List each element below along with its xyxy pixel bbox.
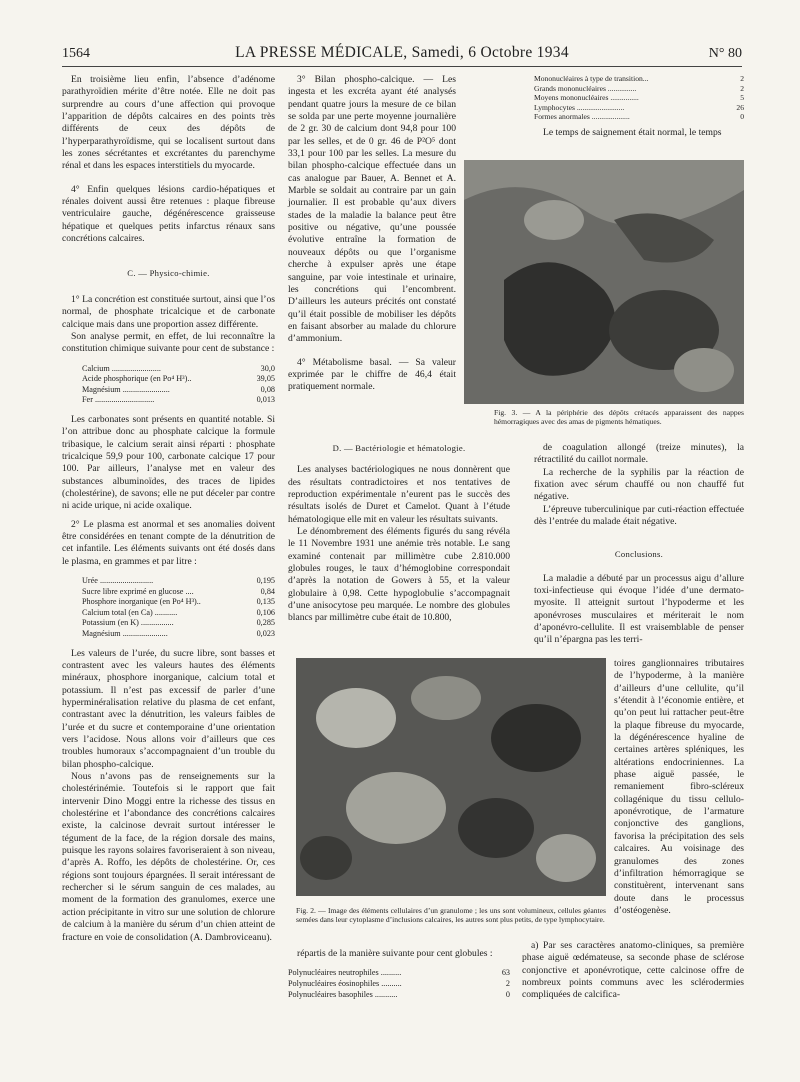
column-3-top bbox=[534, 74, 744, 139]
table-row bbox=[288, 979, 510, 990]
figure-3-caption: Fig. 3. — A la périphérie des dépôts crétacés apparaissent des nappes hémorragiques avec des amas de pigments hématiques. bbox=[494, 408, 744, 427]
paragraph: En troisième lieu enfin, l’absence d’adénome parathyroïdien mérite d’être notée. Elle ne doit pas surprendre au cours d’une affection qui provoque l’apparition de dépôts calcaires en des points très différents de ceux des dépôts de l’hyperparathyroïdisme, qui se localisent surtout dans les zones sécrétantes et excrétantes du parenchyme rénal et dans les espaces interstitiels du myocarde. bbox=[62, 74, 275, 172]
table-row bbox=[62, 374, 275, 385]
paragraph: Les analyses bactériologiques ne nous donnèrent que des résultats contradictoires et nos tentatives de reproduction expérimentale n’eurent pas le succès des résultats isolés de Duret et Camelot. Quant à l’étude hématologique elle mit en valeur les résultats suivants. bbox=[288, 464, 510, 525]
paragraph: toires ganglionnaires tributaires de l’hypoderme, à la manière d’ailleurs d’une cellulite, qu’il s’étendit à l’économie entière, et qu’on peut lui rattacher peut-être la plaque fibreuse du myocarde, la dégénérescence hyaline de certaines artères spléniques, les altérations endocriniennes. La phase aiguë passée, le remaniement fibro-scléreux collagénique du tissu cellulo-aponévrotique, de l’armature conjonctive des ganglions, favorisa la précipitation des sels calcaires. Au voisinage des granulomes des zones d’infiltration hémorragique se constituèrent, intervenant sans doute dans le processus d’ostéogenèse. bbox=[614, 658, 744, 916]
table-value: 30,0 bbox=[260, 363, 275, 373]
paragraph: La maladie a débuté par un processus aigu d’allure toxi-infectieuse qui évoque l’idée d’une dermato-myosite. Il atteignit surtout l’hypoderme et les aponévroses musculaires et mériterait le nom d’aponévro-cellulite. Il est vraisemblable de penser qu’il n’épargna pas les terri- bbox=[534, 572, 744, 646]
table-row bbox=[288, 990, 510, 1001]
issue-number: N° 80 bbox=[708, 46, 742, 61]
leukocyte-table bbox=[288, 968, 510, 1000]
page-header bbox=[62, 44, 742, 64]
table-value: 2 bbox=[505, 978, 510, 988]
table-value: 2 bbox=[740, 74, 744, 83]
paragraph: 2° Le plasma est anormal et ses anomalies doivent être considérées en tenant compte de la dénutrition de cet infantile. Les éléments suivants ont été dosés dans le plasma, en grammes et par litre : bbox=[62, 518, 275, 567]
paragraph: Les valeurs de l’urée, du sucre libre, sont basses et contrastent avec les valeurs hautes des éléments minéraux, phosphore inorganique, calcium total et potassium. Il n’est pas excessif de parler d’une hyperminéralisation relative du plasma de cet enfant, contrastant avec la dénutrition, les valeurs faibles de l’urée et du sucre et contemporaine d’une orientation vers l’acidose. Nous allons voir d’ailleurs que ces troubles humoraux s’accompagnaient d’un trouble du bilan phospho-calcique. bbox=[62, 647, 275, 770]
table-label: Urée .......................... bbox=[82, 576, 154, 586]
granuloma-illustration bbox=[296, 658, 606, 896]
paragraph: 1° La concrétion est constituée surtout, ainsi que l’os normal, de phosphate tricalcique et de carbonate calcique mais dans une proportion assez différente. bbox=[62, 293, 275, 330]
table-value: 39,05 bbox=[256, 374, 275, 384]
table-label: Magnésium ...................... bbox=[82, 629, 168, 638]
table-value: 0,135 bbox=[256, 597, 275, 607]
table-label: Calcium total (en Ca) ........... bbox=[82, 607, 178, 617]
figure-2-caption: Fig. 2. — Image des éléments cellulaires d’un granulome ; les uns sont volumineux, cellules géantes semées dans leur cytoplasme d’inclusions calcaires, les autres sont plus petits, de type lymphocytaire. bbox=[296, 906, 606, 925]
plasma-table bbox=[62, 576, 275, 640]
figure-2-image bbox=[296, 658, 606, 896]
table-value: 0,195 bbox=[256, 576, 275, 586]
table-row bbox=[62, 629, 275, 640]
paragraph: La recherche de la syphilis par la réaction de fixation avec sérum chauffé ou non chauffé fut négative. bbox=[534, 466, 744, 503]
paragraph: 3° Bilan phospho-calcique. — Les ingesta et les excréta ayant été analysés pendant quatre jours la mesure de ce bilan se solda par une perte moyenne journalière de 2 gr. 30 de calcium dont 94,8 pour 100 par les selles, et de 0 gr. 46 de P²O⁵ dont 33,1 pour 100 par les selles. La mesure du bilan phospho-calcique effectuée dans un cas analogue par Bauer, A. Bennet et A. Marble se soldait au contraire par un gain journalier. Il est probable qu’aux divers stades de la maladie la balance peut être positive ou négative, qu’une poussée évolutive entraîne la formation de nouveaux dépôts ou que l’organisme cherche à expulser après une étape sanguine, par voie intestinale et urinaire, les concrétions qui l’encombrent. D’ailleurs les auteurs précités ont constaté qu’il était possible de mobiliser les dépôts en faisant absorber au malade du chlorure d’ammonium. bbox=[288, 74, 456, 345]
table-row bbox=[534, 84, 744, 94]
journal-title: LA PRESSE MÉDICALE, Samedi, 6 Octobre 1934 bbox=[235, 44, 569, 61]
table-row bbox=[62, 364, 275, 375]
table-row bbox=[62, 576, 275, 587]
table-label: Magnésium ....................... bbox=[82, 384, 170, 394]
column-1 bbox=[62, 74, 275, 944]
table-value: 0 bbox=[740, 112, 744, 122]
paragraph: Le temps de saignement était normal, le temps bbox=[543, 126, 722, 138]
column-2-middle bbox=[288, 442, 510, 625]
column-3-narrow bbox=[614, 658, 744, 917]
table-label: Phosphore inorganique (en Po⁴ H³).. bbox=[82, 597, 201, 607]
column-3-bottom bbox=[522, 940, 744, 1002]
micrograph-illustration bbox=[464, 160, 744, 404]
table-value: 0,285 bbox=[256, 618, 275, 628]
paragraph: 4° Enfin quelques lésions cardio-hépatiques et rénales doivent aussi être retenues : plaque fibreuse ventriculaire gauche, dégénérescence graisseuse hépatique et quelques petits infarctus rénaux sans concrétions calcaires. bbox=[62, 183, 275, 245]
table-value: 0,106 bbox=[256, 607, 275, 617]
table-row bbox=[62, 385, 275, 396]
paragraph: Le dénombrement des éléments figurés du sang révéla le 11 Novembre 1931 une anémie très notable. Le sang examiné contenait par millimètre cube 2.810.000 globules rouges, le taux d’hémoglobine correspondait d’après la notation de Gowers à 55, et la valeur globulaire à 0,98. Cette hypoglobulie s’accompagnait d’une anisocytose peu marquée. Le nombre des globules blancs par millimètre cube était de 10.800, bbox=[288, 526, 510, 624]
paragraph: Les carbonates sont présents en quantité notable. Si l’on attribue donc au phosphate calcique la formule tribasique, le calcium serait ainsi réparti : phosphate tricalcique 59,9 pour 100, carbonate calcique 17 pour 100. Par ailleurs, l’analyse met en valeur des substances albuminoïdes, des traces de lipides (cholestérine), de savons; elle ne put déceler par contre ni acide urique, ni acide oxalique. bbox=[62, 413, 275, 512]
table-row bbox=[62, 608, 275, 619]
paragraph: L’épreuve tuberculinique par cuti-réaction effectuée dès l’entrée du malade était négative. bbox=[534, 503, 744, 528]
table-value: 5 bbox=[740, 93, 744, 103]
section-heading: C. — Physico-chimie. bbox=[127, 268, 210, 279]
table-row bbox=[534, 93, 744, 103]
table-label: Moyens mononucléaires ............... bbox=[534, 93, 639, 103]
column-2 bbox=[288, 74, 456, 394]
table-value: 0,023 bbox=[256, 629, 275, 638]
table-row bbox=[534, 74, 744, 84]
figure-3-image bbox=[464, 160, 744, 404]
section-heading: Conclusions. bbox=[614, 549, 664, 560]
table-label: Formes anormales .................... bbox=[534, 112, 630, 122]
table-label: Calcium ........................ bbox=[82, 363, 161, 373]
table-row bbox=[62, 395, 275, 406]
table-value: 0,84 bbox=[260, 586, 275, 596]
paragraph: 4° Métabolisme basal. — Sa valeur exprimée par le chiffre de 46,4 était pratiquement normale. bbox=[288, 356, 456, 393]
paragraph: Nous n’avons pas de renseignements sur la cholestérinémie. Toutefois si le rapport que fait intervenir Dino Moggi entre la richesse des tissus en cholestérine et l’abondance des concrétions calcaires existe, la calcinose devrait surtout intéresser le tégument de la face, de la région dorsale des mains, puisque les rayons solaires favoriseraient à son niveau, d’après A. Roffo, les dépôts de cholestérine. Or, ces régions sont toujours épargnées. Il serait intéressant de rechercher si le sérum sanguin de ces malades, au moment de la formation des granulomes, exerce une action précipitante in vitro sur une solution de chlorure de calcium à la manière du sérum d’un chien atteint de fracture en voie de consolidation (A. Dambroviceanu). bbox=[62, 771, 275, 943]
table-row bbox=[534, 112, 744, 122]
table-label: Potassium (en K) ................ bbox=[82, 618, 174, 628]
header-rule bbox=[62, 66, 742, 67]
table-label: Polynucléaires éosinophiles .......... bbox=[288, 978, 402, 988]
table-row bbox=[62, 597, 275, 608]
table-label: Polynucléaires basophiles ........... bbox=[288, 989, 398, 999]
table-value: 2 bbox=[740, 83, 744, 93]
table-label: Fer ............................. bbox=[82, 395, 155, 405]
paragraph: de coagulation allongé (treize minutes), la rétractilité du caillot normale. bbox=[534, 442, 744, 466]
table-label: Sucre libre exprimé en glucose .... bbox=[82, 586, 194, 596]
table-label: Polynucléaires neutrophiles .......... bbox=[288, 968, 402, 978]
table-label: Lymphocytes ......................... bbox=[534, 102, 625, 112]
paragraph: a) Par ses caractères anatomo-cliniques, sa première phase aiguë œdémateuse, sa seconde phase de sclérose conjonctive et aponévrotique, cette calcinose offre de nombreux points communs avec les sclérodermies compliquées de calcifica- bbox=[522, 940, 744, 1001]
table-label: Grands mononucléaires ............... bbox=[534, 83, 637, 93]
page-number: 1564 bbox=[62, 46, 90, 61]
table-value: 63 bbox=[501, 968, 510, 978]
table-value: 0 bbox=[505, 989, 510, 999]
composition-table bbox=[62, 364, 275, 406]
leukocyte-table-continued bbox=[534, 74, 744, 122]
table-value: 26 bbox=[736, 102, 744, 112]
table-value: 0,013 bbox=[256, 395, 275, 405]
table-label: Acide phosphorique (en Po⁴ H³).. bbox=[82, 374, 192, 384]
table-row bbox=[62, 587, 275, 598]
table-row bbox=[288, 968, 510, 979]
table-row bbox=[62, 618, 275, 629]
table-label: Mononucléaires à type de transition... bbox=[534, 74, 649, 83]
table-row bbox=[534, 103, 744, 113]
section-heading: D. — Bactériologie et hématologie. bbox=[332, 443, 466, 453]
paragraph: Son analyse permit, en effet, de lui reconnaître la constitution chimique suivante pour cent de substance : bbox=[62, 330, 275, 355]
column-2-bottom bbox=[288, 948, 510, 1002]
table-value: 0,08 bbox=[260, 384, 275, 394]
column-3-middle bbox=[534, 442, 744, 647]
paragraph: répartis de la manière suivante pour cent globules : bbox=[297, 948, 493, 959]
